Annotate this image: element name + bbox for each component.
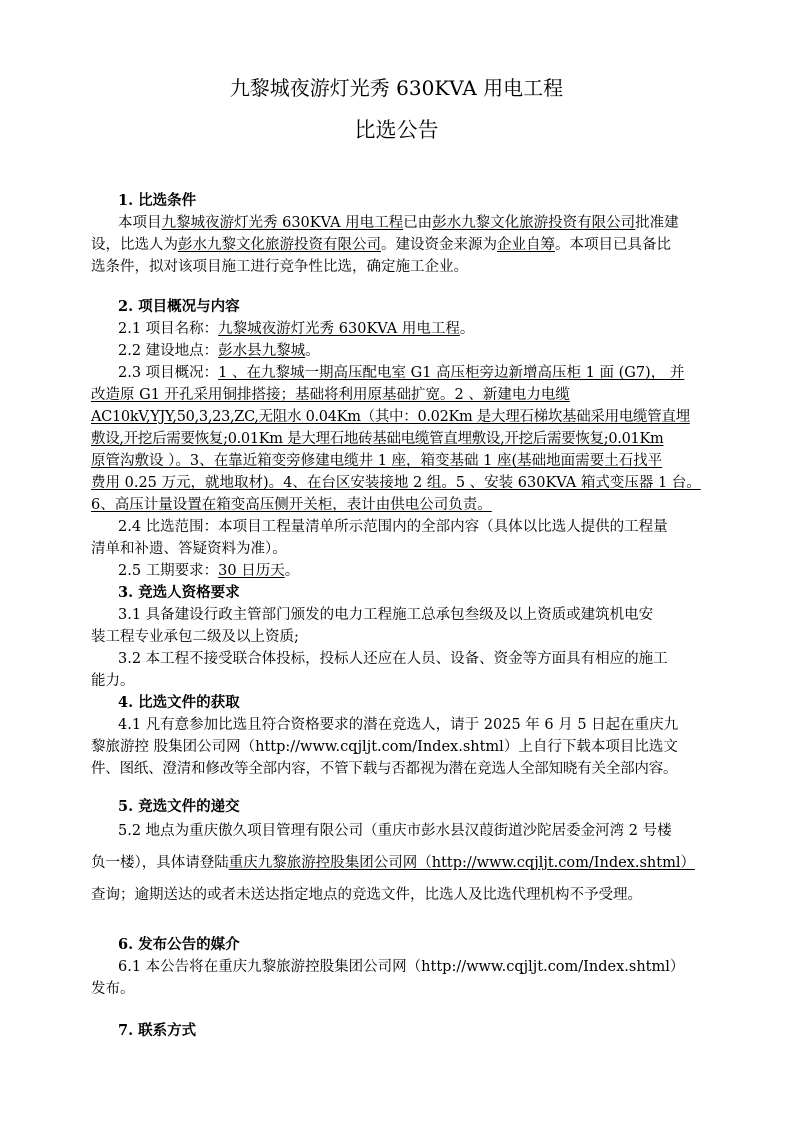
item-5-2-line-1: 5.2 地点为重庆傲久项目管理有限公司（重庆市彭水县汉葭街道沙陀居委金河湾 2 号楼 (118, 823, 672, 839)
section-1-heading: 1. 比选条件 (118, 192, 197, 209)
item-4-1-line-1: 4.1 凡有意参加比选且符合资格要求的潜在竞选人，请于 2025 年 6 月 5 日起在重庆九 (118, 717, 679, 733)
construction-site: 彭水县九黎城 (218, 343, 306, 359)
item-2-3-line-5: 原管沟敷设 ）。3、在靠近箱变旁修建电缆井 1 座，箱变基础 1 座(基础地面需要土石找平 (91, 453, 663, 469)
item-4-1-line-2: 黎旅游控 股集团公司网（http://www.cqjljt.com/Index.shtml）上自行下载本项目比选文 (91, 739, 678, 755)
project-overview: 1 、在九黎城一期高压配电室 G1 高压柜旁边新增高压柜 1 面 (G7)， 并 (218, 365, 685, 381)
item-3-1-line-1: 3.1 具备建设行政主管部门颁发的电力工程施工总承包叁级及以上资质或建筑机电安 (118, 607, 654, 623)
document-subtitle: 比选公告 (354, 118, 439, 142)
document-title: 九黎城夜游灯光秀 630KVA 用电工程 (229, 76, 564, 100)
item-2-3-line-2: 改造原 G1 开孔采用铜排搭接；基础将利用原基础扩宽。2 、新建电力电缆 (91, 387, 570, 403)
item-3-2-line-2: 能力。 (91, 673, 135, 689)
text-run: 已由 (403, 215, 433, 231)
item-3-2-line-1: 3.2 本工程不接受联合体投标，投标人还应在人员、设备、资金等方面具有相应的施工 (118, 651, 668, 667)
item-2-3-line-7: 6、高压计量设置在箱变高压侧开关柜，表计由供电公司负责。 (91, 497, 492, 513)
text-run: 。建设资金来源为 (381, 237, 497, 253)
text-run: 本项目 (118, 215, 162, 231)
item-5-2-line-3: 查询；逾期送达的或者未送达指定地点的竞选文件，比选人及比选代理机构不予受理。 (91, 887, 642, 903)
section-4-heading: 4. 比选文件的获取 (118, 694, 240, 711)
item-2-3-line-6: 费用 0.25 万元，就地取材)。4、在台区安装接地 2 组。5 、安装 630KVA 箱式变压器 1 台。 (91, 475, 701, 491)
item-2-5 (118, 560, 299, 582)
section-1-line-1 (118, 212, 679, 234)
section-6-heading: 6. 发布公告的媒介 (118, 936, 240, 953)
section-2-heading: 2. 项目概况与内容 (118, 298, 240, 315)
item-label: 2.1 项目名称： (118, 321, 219, 337)
project-name: 九黎城夜游灯光秀 630KVA 用电工程 (161, 215, 404, 231)
item-5-2-line-2 (91, 852, 695, 874)
text-run: 。 (459, 321, 475, 337)
item-2-3-line-1 (118, 362, 684, 384)
section-1-line-2 (91, 234, 671, 256)
approver-name: 彭水九黎文化旅游投资有限公司 (432, 215, 636, 231)
item-2-3-line-4: 敷设,开挖后需要恢复;0.01Km 是大理石地砖基础电缆管直埋敷设,开挖后需要恢复;0.01Km (91, 431, 664, 447)
text-run: 。本项目已具备比 (555, 237, 671, 253)
item-label: 2.5 工期要求： (118, 563, 219, 579)
text-run: 。 (284, 563, 300, 579)
item-2-1 (118, 318, 474, 340)
item-2-3-line-3: AC10kV,YJY,50,3,23,ZC,无阻水 0.04Km（其中：0.02Km 是大理石梯坎基础采用电缆管直埋 (91, 409, 690, 425)
section-5-heading: 5. 竞选文件的递交 (118, 798, 240, 815)
item-3-1-line-2: 装工程专业承包二级及以上资质; (91, 629, 299, 645)
text-run: 批准建 (635, 215, 679, 231)
section-1-line-3: 选条件，拟对该项目施工进行竞争性比选，确定施工企业。 (91, 259, 468, 275)
funding-source: 企业自筹 (497, 237, 555, 253)
text-run: 负一楼），具体请登陆 (91, 855, 229, 871)
section-3-heading: 3. 竞选人资格要求 (118, 584, 240, 601)
item-4-1-line-3: 件、图纸、澄清和修改等全部内容，不管下载与否都视为潜在竞选人全部知晓有关全部内容。 (91, 761, 678, 777)
item-2-4-line-1: 2.4 比选范围：本项目工程量清单所示范围内的全部内容（具体以比选人提供的工程量 (118, 519, 668, 535)
section-7-heading: 7. 联系方式 (118, 1022, 197, 1039)
item-2-2 (118, 340, 320, 362)
item-label: 2.3 项目概况： (118, 365, 219, 381)
item-2-4-line-2: 清单和补遗、答疑资料为准）。 (91, 541, 287, 557)
schedule-value: 30 日历天 (218, 563, 285, 579)
text-run: 设，比选人为 (91, 237, 178, 253)
text-run: 。 (305, 343, 320, 359)
item-6-1-line-2: 发布。 (91, 981, 135, 997)
item-label: 2.2 建设地点： (118, 343, 219, 359)
website-link[interactable]: 重庆九黎旅游控股集团公司网（http://www.cqjljt.com/Index.shtml） (228, 855, 695, 871)
project-name: 九黎城夜游灯光秀 630KVA 用电工程 (218, 321, 460, 337)
item-6-1-line-1: 6.1 本公告将在重庆九黎旅游控股集团公司网（http://www.cqjljt.com/Index.shtml） (118, 959, 685, 975)
selector-name: 彭水九黎文化旅游投资有限公司 (178, 237, 381, 253)
